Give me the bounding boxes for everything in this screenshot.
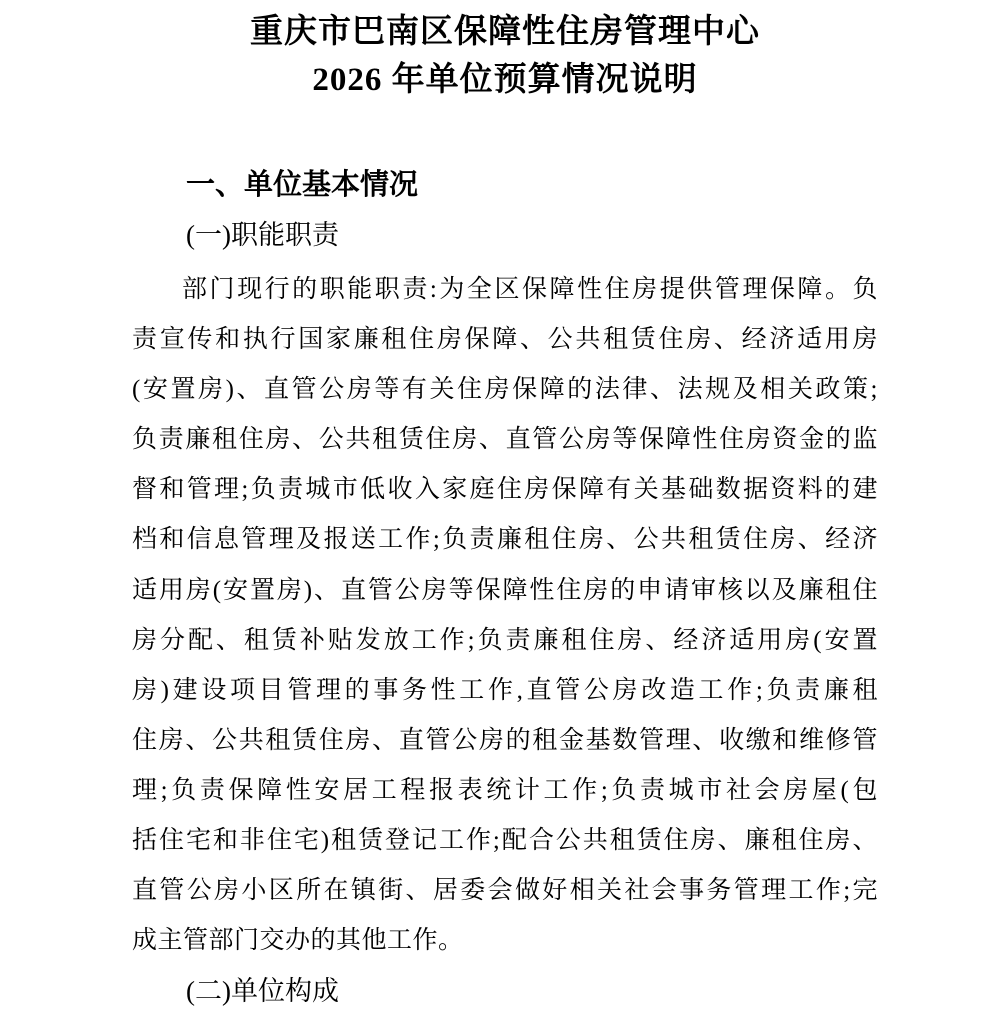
document-title-line-2: 2026 年单位预算情况说明 <box>312 62 698 98</box>
document-title-line-1: 重庆市巴南区保障性住房管理中心 <box>250 14 760 50</box>
paragraph-line: 直管公房小区所在镇街、居委会做好相关社会事务管理工作;完 <box>132 877 878 905</box>
paragraph-line: 责宣传和执行国家廉租住房保障、公共租赁住房、经济适用房 <box>132 326 878 354</box>
paragraph-line: 住房、公共租赁住房、直管公房的租金基数管理、收缴和维修管 <box>132 726 878 754</box>
text-column <box>132 0 878 1016</box>
subsection-heading-duties: (一)职能职责 <box>186 220 339 250</box>
paragraph-line: 括住宅和非住宅)租赁登记工作;配合公共租赁住房、廉租住房、 <box>132 827 878 855</box>
paragraph-line: 理;负责保障性安居工程报表统计工作;负责城市社会房屋(包 <box>132 776 878 804</box>
paragraph-line: 适用房(安置房)、直管公房等保障性住房的申请审核以及廉租住 <box>132 576 878 604</box>
paragraph-line: 部门现行的职能职责:为全区保障性住房提供管理保障。负 <box>182 276 878 303</box>
paragraph-line: (安置房)、直管公房等有关住房保障的法律、法规及相关政策; <box>132 376 878 404</box>
subsection-heading-unit-composition: (二)单位构成 <box>186 976 339 1007</box>
paragraph-line: 负责廉租住房、公共租赁住房、直管公房等保障性住房资金的监 <box>132 426 878 454</box>
section-heading-basic-info: 一、单位基本情况 <box>186 169 419 201</box>
paragraph-line: 成主管部门交办的其他工作。 <box>132 927 464 955</box>
paragraph-line: 房)建设项目管理的事务性工作,直管公房改造工作;负责廉租 <box>132 676 878 704</box>
paragraph-line: 督和管理;负责城市低收入家庭住房保障有关基础数据资料的建 <box>132 476 878 504</box>
paragraph-line: 档和信息管理及报送工作;负责廉租住房、公共租赁住房、经济 <box>132 526 878 554</box>
paragraph-line: 房分配、租赁补贴发放工作;负责廉租住房、经济适用房(安置 <box>132 626 878 654</box>
duties-paragraph <box>132 265 878 966</box>
